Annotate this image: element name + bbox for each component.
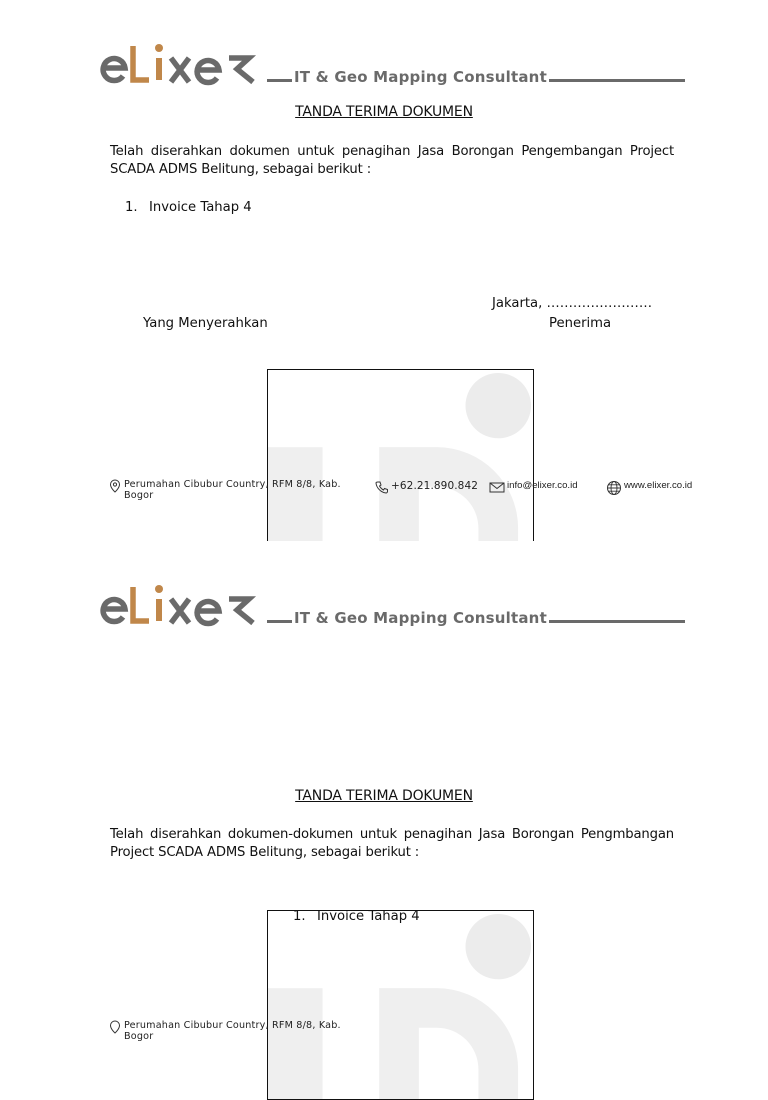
footer-address (108, 479, 364, 501)
footer-address-text: Perumahan Cibubur Country, RFM 8/8, Kab. Bogor (124, 479, 341, 501)
receiver-label: Penerima (549, 316, 612, 331)
company-tagline: IT & Geo Mapping Consultant (294, 68, 547, 86)
list-item-text: Invoice Tahap 4 (317, 909, 420, 924)
list-item (125, 200, 252, 215)
watermark-frame (267, 369, 534, 559)
phone-icon (375, 480, 389, 494)
footer-phone (375, 480, 478, 494)
location-pin-icon (108, 1020, 122, 1034)
logo-watermark (268, 911, 533, 1099)
globe-icon (606, 480, 622, 496)
watermark-frame (267, 910, 534, 1100)
page-footer (108, 1020, 698, 1050)
footer-email (489, 480, 578, 494)
list-item-text: Invoice Tahap 4 (149, 200, 252, 215)
list-item (293, 909, 420, 924)
giver-label: Yang Menyerahkan (143, 316, 268, 331)
footer-address (108, 1020, 364, 1042)
intro-paragraph: Telah diserahkan dokumen untuk penagihan Jasa Borongan Pengembangan Project SCADA ADMS Belitung, sebagai berikut : (110, 144, 674, 177)
elixer-logo (101, 40, 271, 90)
list-item-number: 1. (293, 909, 306, 924)
document-page-2 (0, 541, 768, 1042)
intro-paragraph: Telah diserahkan dokumen-dokumen untuk penagihan Jasa Borongan Pengmbangan Project SCADA ADMS Belitung, sebagai berikut : (110, 827, 674, 860)
list-item-number: 1. (125, 200, 138, 215)
document-title: TANDA TERIMA DOKUMEN (295, 104, 473, 120)
location-pin-icon (108, 479, 122, 493)
footer-website (606, 480, 692, 496)
document-page-1 (0, 0, 768, 541)
elixer-logo (101, 581, 271, 631)
mail-icon (489, 480, 505, 494)
document-title: TANDA TERIMA DOKUMEN (295, 788, 473, 804)
footer-email-text: info@elixer.co.id (507, 480, 578, 491)
footer-website-text: www.elixer.co.id (624, 480, 693, 491)
company-tagline: IT & Geo Mapping Consultant (294, 609, 547, 627)
footer-phone-text: +62.21.890.842 (391, 480, 479, 492)
logo-watermark (268, 370, 533, 558)
place-date: Jakarta, …………………… (492, 296, 653, 311)
page-footer (108, 479, 698, 509)
footer-address-text: Perumahan Cibubur Country, RFM 8/8, Kab. Bogor (124, 1020, 341, 1042)
